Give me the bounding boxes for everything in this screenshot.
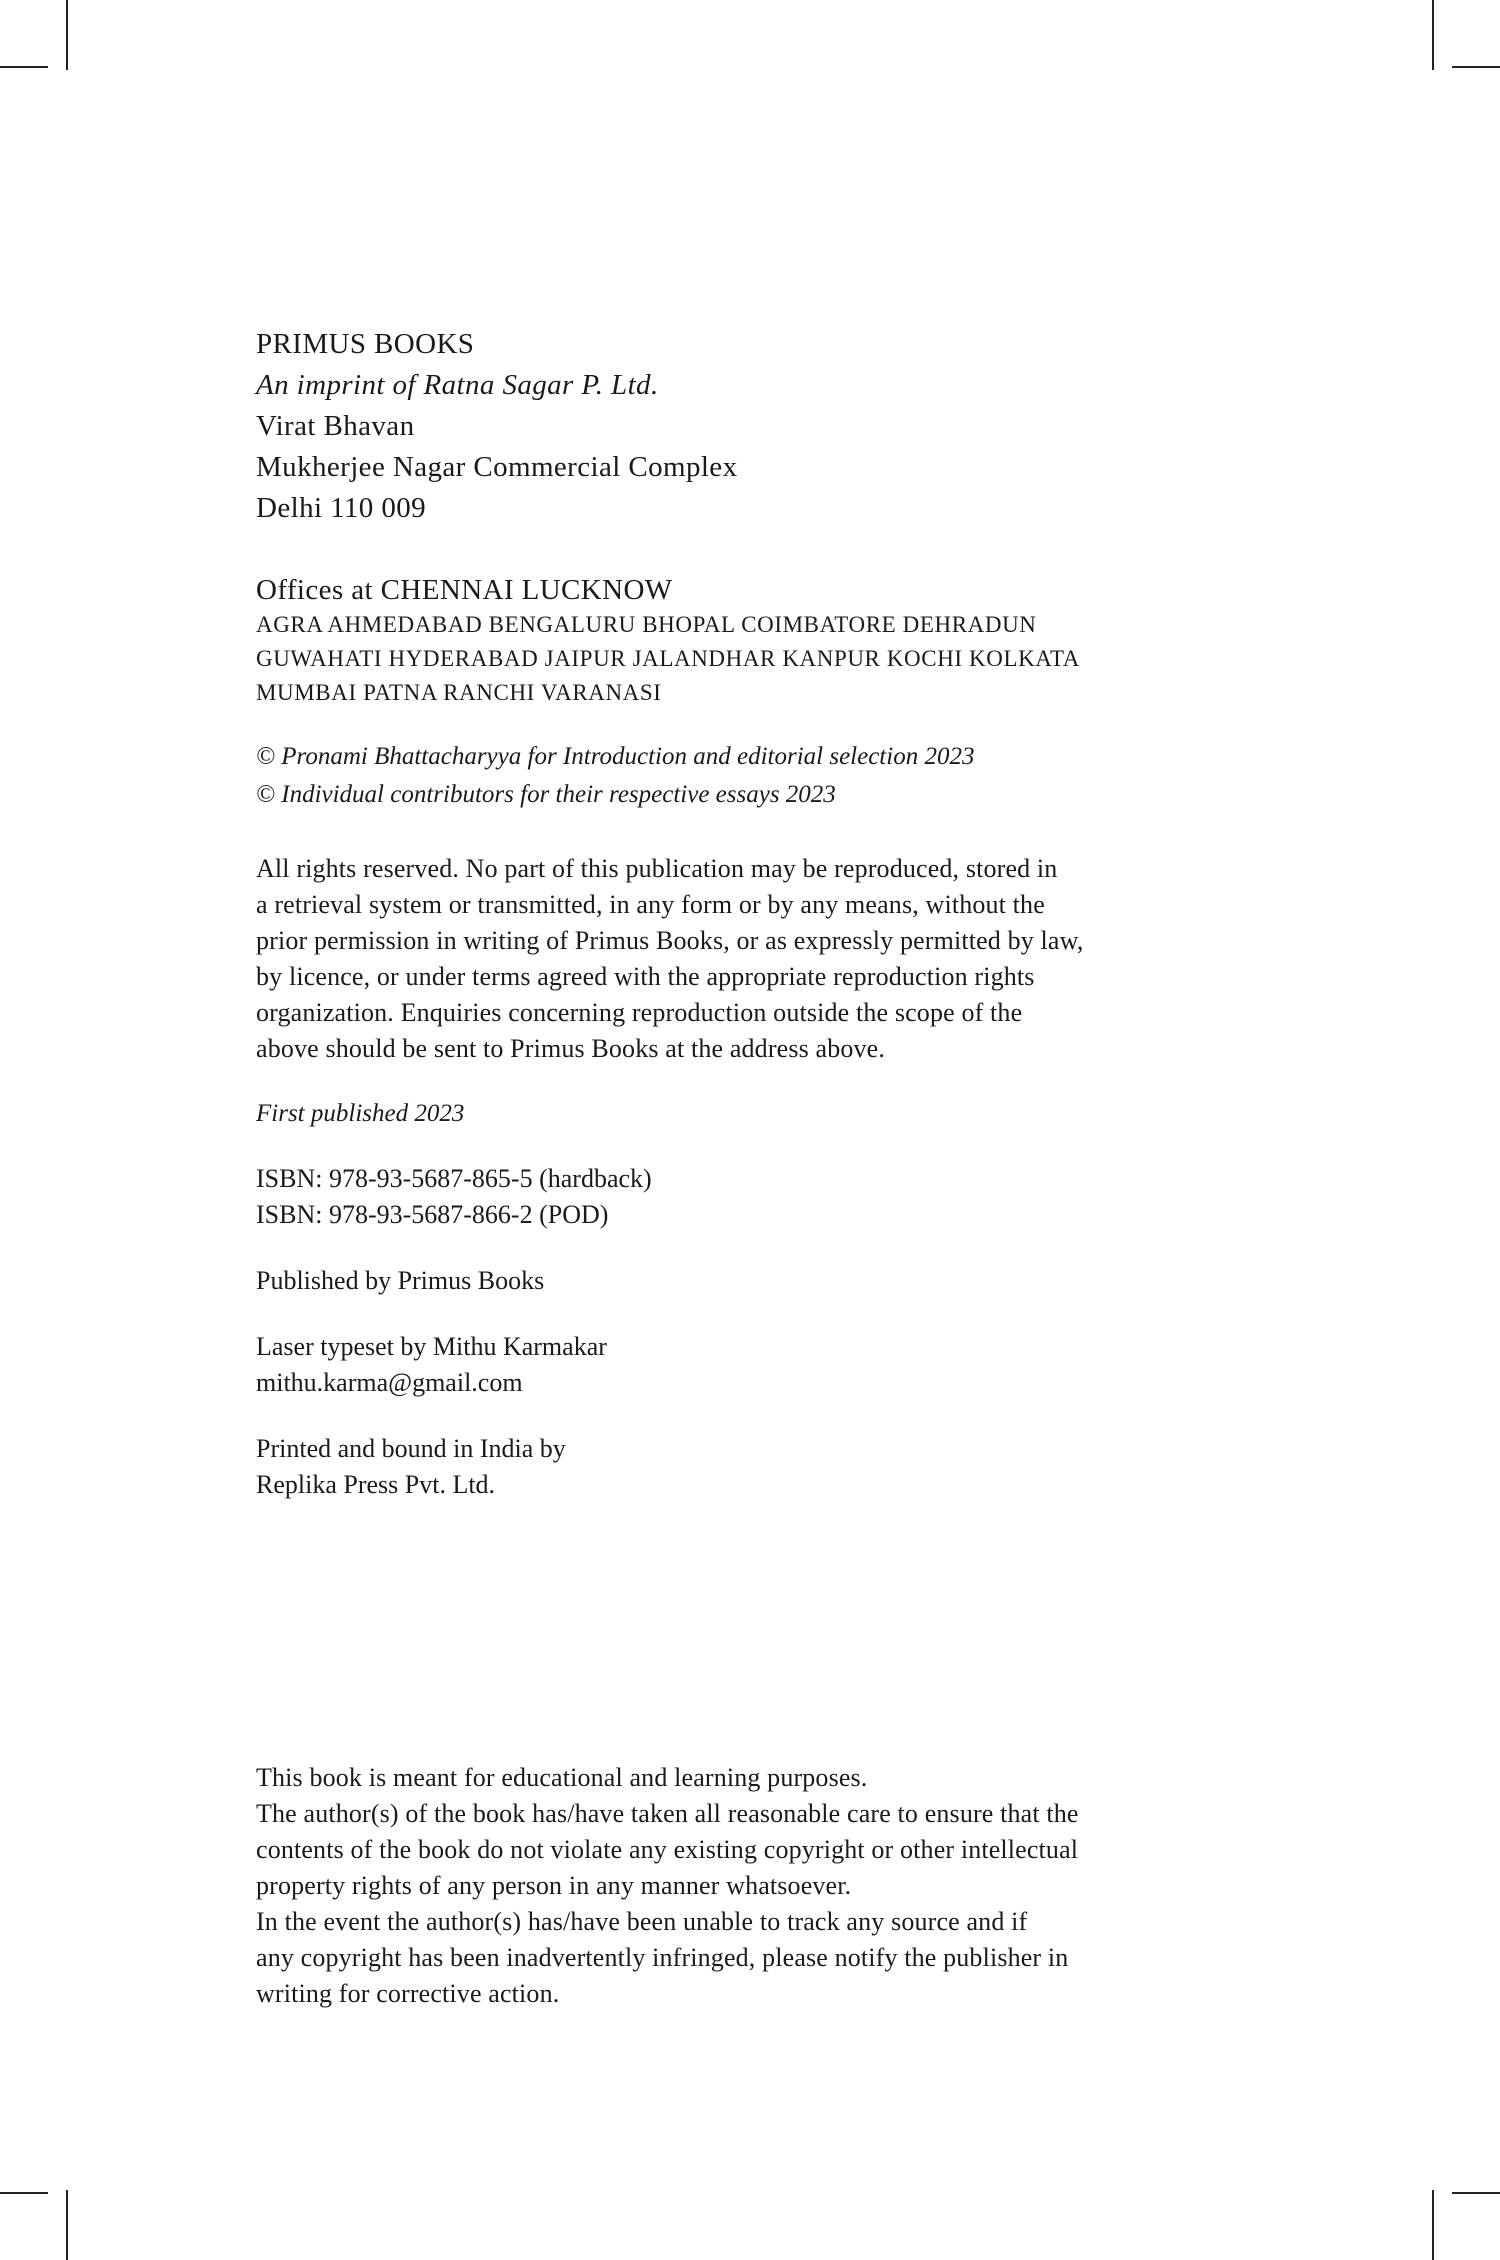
disclaimer-line: The author(s) of the book has/have taken all reasonable care to ensure that the	[256, 1799, 1079, 1828]
publisher-name: PRIMUS BOOKS	[256, 328, 475, 360]
copyright-line: © Pronami Bhattacharyya for Introduction and editorial selection 2023	[256, 743, 975, 770]
offices-cities-line: AGRA AHMEDABAD BENGALURU BHOPAL COIMBATORE DEHRADUN	[256, 612, 1037, 637]
rights-line: All rights reserved. No part of this publication may be reproduced, stored in	[256, 854, 1058, 883]
disclaimer-line: property rights of any person in any manner whatsoever.	[256, 1871, 852, 1900]
offices-heading: Offices at CHENNAI LUCKNOW	[256, 574, 673, 606]
disclaimer-line: writing for corrective action.	[256, 1979, 560, 2008]
rights-reserved-paragraph	[256, 851, 1083, 1067]
publisher-address-block	[256, 324, 737, 529]
address-line: Virat Bhavan	[256, 410, 415, 442]
crop-mark-top-left-horizontal	[0, 66, 48, 68]
copyright-notices	[256, 738, 974, 814]
disclaimer-line: In the event the author(s) has/have been unable to track any source and if	[256, 1907, 1028, 1936]
publisher-imprint: An imprint of Ratna Sagar P. Ltd.	[256, 369, 659, 401]
crop-mark-bottom-left-horizontal	[0, 2192, 48, 2194]
printed-block	[256, 1431, 566, 1503]
crop-mark-bottom-left-vertical	[66, 2190, 68, 2260]
disclaimer-block	[256, 1760, 1079, 2012]
address-line: Delhi 110 009	[256, 492, 427, 524]
printed-line: Replika Press Pvt. Ltd.	[256, 1470, 496, 1499]
typeset-line: Laser typeset by Mithu Karmakar	[256, 1332, 607, 1361]
printed-line: Printed and bound in India by	[256, 1434, 566, 1463]
offices-cities-line: GUWAHATI HYDERABAD JAIPUR JALANDHAR KANPUR KOCHI KOLKATA	[256, 646, 1080, 671]
disclaimer-line: This book is meant for educational and learning purposes.	[256, 1763, 868, 1792]
isbn-line: ISBN: 978-93-5687-866-2 (POD)	[256, 1200, 609, 1229]
published-by	[256, 1263, 544, 1299]
crop-mark-top-left-vertical	[66, 0, 68, 70]
address-line: Mukherjee Nagar Commercial Complex	[256, 451, 738, 483]
typeset-email: mithu.karma@gmail.com	[256, 1368, 523, 1397]
rights-line: by licence, or under terms agreed with the appropriate reproduction rights	[256, 962, 1035, 991]
published-by-text: Published by Primus Books	[256, 1266, 545, 1295]
crop-mark-top-right-vertical	[1432, 0, 1434, 70]
disclaimer-line: contents of the book do not violate any existing copyright or other intellectual	[256, 1835, 1079, 1864]
disclaimer-line: any copyright has been inadvertently infringed, please notify the publisher in	[256, 1943, 1069, 1972]
rights-line: organization. Enquiries concerning reproduction outside the scope of the	[256, 998, 1023, 1027]
rights-line: a retrieval system or transmitted, in any form or by any means, without the	[256, 890, 1045, 919]
typeset-block	[256, 1329, 607, 1401]
offices-block	[256, 572, 1080, 710]
crop-mark-top-right-horizontal	[1452, 66, 1500, 68]
crop-mark-bottom-right-vertical	[1432, 2190, 1434, 2260]
copyright-line: © Individual contributors for their respective essays 2023	[256, 781, 836, 808]
isbn-line: ISBN: 978-93-5687-865-5 (hardback)	[256, 1164, 652, 1193]
offices-cities-line: MUMBAI PATNA RANCHI VARANASI	[256, 680, 662, 705]
crop-mark-bottom-right-horizontal	[1452, 2192, 1500, 2194]
first-published-text: First published 2023	[256, 1100, 465, 1127]
isbn-block	[256, 1161, 652, 1233]
first-published	[256, 1096, 464, 1132]
rights-line: prior permission in writing of Primus Books, or as expressly permitted by law,	[256, 926, 1084, 955]
rights-line: above should be sent to Primus Books at the address above.	[256, 1034, 885, 1063]
